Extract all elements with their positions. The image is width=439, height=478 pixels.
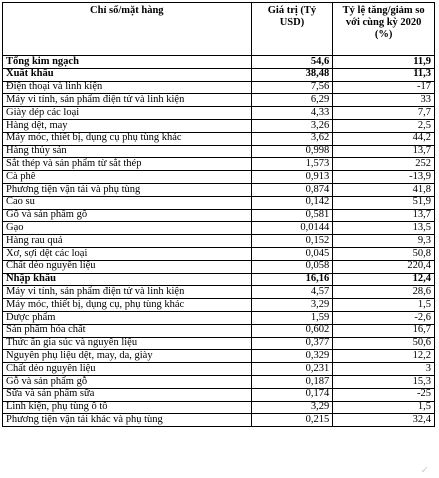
header-item-column: Chỉ số/mặt hàng xyxy=(3,3,252,56)
item-name-cell: Sản phẩm hóa chất xyxy=(3,324,252,337)
change-cell: -2,6 xyxy=(333,311,435,324)
item-name-cell: Cà phê xyxy=(3,171,252,184)
change-cell: 13,7 xyxy=(333,209,435,222)
item-name-cell: Máy móc, thiết bị, dụng cụ phụ tùng khác xyxy=(3,132,252,145)
trade-table xyxy=(2,2,435,427)
change-cell: -25 xyxy=(333,388,435,401)
table-row xyxy=(3,94,435,107)
table-header-row xyxy=(3,3,435,56)
value-cell: 0,152 xyxy=(251,235,333,248)
table-row xyxy=(3,324,435,337)
table-row xyxy=(3,171,435,184)
value-cell: 0,187 xyxy=(251,375,333,388)
item-name-cell: Gỗ và sản phẩm gỗ xyxy=(3,375,252,388)
value-cell: 0,377 xyxy=(251,337,333,350)
item-name-cell: Máy vi tính, sản phẩm điện tử và linh kiện xyxy=(3,94,252,107)
change-cell: 50,8 xyxy=(333,247,435,260)
item-name-cell: Gạo xyxy=(3,222,252,235)
item-name-cell: Thức ăn gia súc và nguyên liệu xyxy=(3,337,252,350)
change-cell: 11,9 xyxy=(333,56,435,69)
change-cell: 51,9 xyxy=(333,196,435,209)
value-cell: 0,581 xyxy=(251,209,333,222)
value-cell: 0,215 xyxy=(251,414,333,427)
value-cell: 3,62 xyxy=(251,132,333,145)
change-cell: 41,8 xyxy=(333,183,435,196)
table-row xyxy=(3,260,435,273)
value-cell: 16,16 xyxy=(251,273,333,286)
table-row xyxy=(3,145,435,158)
change-cell: 7,7 xyxy=(333,107,435,120)
item-name-cell: Nhập khẩu xyxy=(3,273,252,286)
table-row xyxy=(3,388,435,401)
change-cell: 12,2 xyxy=(333,350,435,363)
item-name-cell: Hàng rau quả xyxy=(3,235,252,248)
table-row xyxy=(3,132,435,145)
value-cell: 0,874 xyxy=(251,183,333,196)
value-cell: 0,0144 xyxy=(251,222,333,235)
table-row xyxy=(3,235,435,248)
value-cell: 0,058 xyxy=(251,260,333,273)
change-cell: -17 xyxy=(333,81,435,94)
item-name-cell: Gỗ và sản phẩm gỗ xyxy=(3,209,252,222)
table-row xyxy=(3,350,435,363)
change-cell: 13,7 xyxy=(333,145,435,158)
value-cell: 4,33 xyxy=(251,107,333,120)
item-name-cell: Xơ, sợi dệt các loại xyxy=(3,247,252,260)
item-name-cell: Dược phẩm xyxy=(3,311,252,324)
change-cell: 1,5 xyxy=(333,299,435,312)
value-cell: 1,59 xyxy=(251,311,333,324)
item-name-cell: Giày dép các loại xyxy=(3,107,252,120)
table-row xyxy=(3,273,435,286)
item-name-cell: Nguyên phụ liệu dệt, may, da, giày xyxy=(3,350,252,363)
change-cell: 32,4 xyxy=(333,414,435,427)
change-cell: 11,3 xyxy=(333,68,435,81)
item-name-cell: Linh kiện, phụ tùng ô tô xyxy=(3,401,252,414)
value-cell: 1,573 xyxy=(251,158,333,171)
change-cell: 13,5 xyxy=(333,222,435,235)
item-name-cell: Cao su xyxy=(3,196,252,209)
item-name-cell: Hàng thủy sản xyxy=(3,145,252,158)
value-cell: 0,998 xyxy=(251,145,333,158)
table-row xyxy=(3,401,435,414)
item-name-cell: Máy móc, thiết bị, dụng cụ, phụ tùng khác xyxy=(3,299,252,312)
change-cell: 2,5 xyxy=(333,119,435,132)
table-row xyxy=(3,286,435,299)
change-cell: 44,2 xyxy=(333,132,435,145)
table-row xyxy=(3,247,435,260)
change-cell: 12,4 xyxy=(333,273,435,286)
change-cell: 28,6 xyxy=(333,286,435,299)
value-cell: 4,57 xyxy=(251,286,333,299)
change-cell: -13,9 xyxy=(333,171,435,184)
item-name-cell: Sắt thép và sản phẩm từ sắt thép xyxy=(3,158,252,171)
table-row xyxy=(3,107,435,120)
item-name-cell: Xuất khẩu xyxy=(3,68,252,81)
item-name-cell: Hàng dệt, may xyxy=(3,119,252,132)
change-cell: 9,3 xyxy=(333,235,435,248)
table-row xyxy=(3,363,435,376)
table-row xyxy=(3,209,435,222)
change-cell: 220,4 xyxy=(333,260,435,273)
value-cell: 0,174 xyxy=(251,388,333,401)
table-row xyxy=(3,222,435,235)
value-cell: 3,26 xyxy=(251,119,333,132)
table-row xyxy=(3,311,435,324)
change-cell: 252 xyxy=(333,158,435,171)
watermark: ✓ xyxy=(420,465,429,476)
change-cell: 50,6 xyxy=(333,337,435,350)
item-name-cell: Tổng kim ngạch xyxy=(3,56,252,69)
value-cell: 6,29 xyxy=(251,94,333,107)
table-row xyxy=(3,337,435,350)
value-cell: 0,231 xyxy=(251,363,333,376)
value-cell: 0,045 xyxy=(251,247,333,260)
change-cell: 3 xyxy=(333,363,435,376)
item-name-cell: Điện thoại và linh kiện xyxy=(3,81,252,94)
value-cell: 0,913 xyxy=(251,171,333,184)
item-name-cell: Máy vi tính, sản phẩm điện tử và linh kiện xyxy=(3,286,252,299)
table-row xyxy=(3,119,435,132)
item-name-cell: Phương tiện vận tải khác và phụ tùng xyxy=(3,414,252,427)
table-row xyxy=(3,81,435,94)
table-row xyxy=(3,183,435,196)
value-cell: 38,48 xyxy=(251,68,333,81)
item-name-cell: Chất dẻo nguyên liệu xyxy=(3,363,252,376)
value-cell: 0,602 xyxy=(251,324,333,337)
change-cell: 33 xyxy=(333,94,435,107)
table-row xyxy=(3,56,435,69)
item-name-cell: Phương tiện vận tải và phụ tùng xyxy=(3,183,252,196)
value-cell: 7,56 xyxy=(251,81,333,94)
item-name-cell: Chất dẻo nguyên liệu xyxy=(3,260,252,273)
change-cell: 16,7 xyxy=(333,324,435,337)
table-row xyxy=(3,158,435,171)
table-body xyxy=(3,56,435,427)
value-cell: 3,29 xyxy=(251,299,333,312)
table-row xyxy=(3,414,435,427)
value-cell: 0,329 xyxy=(251,350,333,363)
item-name-cell: Sữa và sản phẩm sữa xyxy=(3,388,252,401)
table-row xyxy=(3,196,435,209)
table-row xyxy=(3,68,435,81)
change-cell: 15,3 xyxy=(333,375,435,388)
table-row xyxy=(3,375,435,388)
table-row xyxy=(3,299,435,312)
header-value-column: Giá trị (Tỷ USD) xyxy=(251,3,333,56)
value-cell: 54,6 xyxy=(251,56,333,69)
value-cell: 3,29 xyxy=(251,401,333,414)
change-cell: 1,5 xyxy=(333,401,435,414)
header-change-column: Tỷ lệ tăng/giảm so với cùng kỳ 2020 (%) xyxy=(333,3,435,56)
value-cell: 0,142 xyxy=(251,196,333,209)
